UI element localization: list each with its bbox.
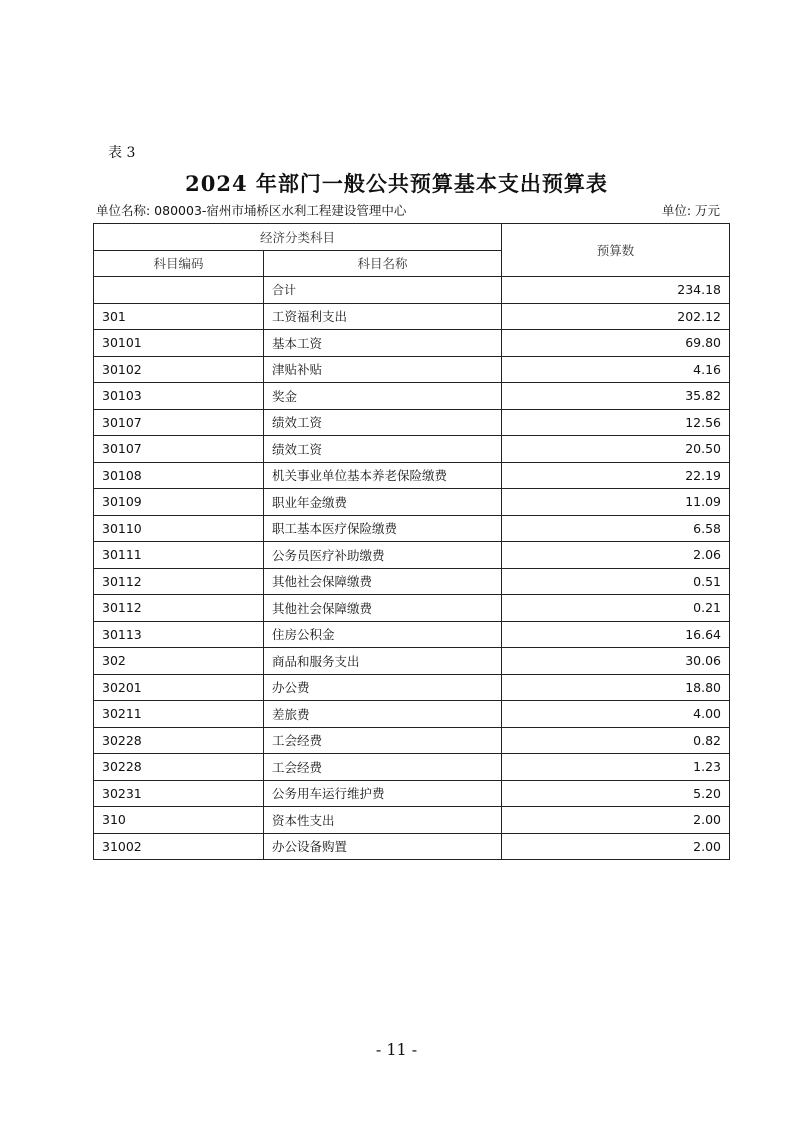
table-row bbox=[94, 674, 730, 701]
subject-code-cell: 30108 bbox=[94, 462, 264, 489]
budget-amount-cell: 12.56 bbox=[502, 409, 730, 436]
subject-code-cell: 30112 bbox=[94, 595, 264, 622]
subject-code-cell: 30107 bbox=[94, 436, 264, 463]
subject-name-cell: 工资福利支出 bbox=[264, 303, 502, 330]
subject-code-cell: 30228 bbox=[94, 727, 264, 754]
budget-amount-cell: 18.80 bbox=[502, 674, 730, 701]
budget-amount-cell: 20.50 bbox=[502, 436, 730, 463]
subject-code-cell: 30110 bbox=[94, 515, 264, 542]
subject-code-cell: 30109 bbox=[94, 489, 264, 516]
budget-amount-cell: 2.00 bbox=[502, 807, 730, 834]
table-row bbox=[94, 356, 730, 383]
subject-code-cell: 310 bbox=[94, 807, 264, 834]
budget-amount-cell: 4.00 bbox=[502, 701, 730, 728]
subject-code-cell: 30211 bbox=[94, 701, 264, 728]
table-row bbox=[94, 303, 730, 330]
table-header bbox=[94, 224, 730, 277]
budget-amount-cell: 4.16 bbox=[502, 356, 730, 383]
total-code bbox=[94, 277, 264, 304]
budget-amount-cell: 0.82 bbox=[502, 727, 730, 754]
subject-name-cell: 办公费 bbox=[264, 674, 502, 701]
subject-code-cell: 30112 bbox=[94, 568, 264, 595]
budget-amount-cell: 35.82 bbox=[502, 383, 730, 410]
budget-amount-cell: 202.12 bbox=[502, 303, 730, 330]
budget-amount-cell: 22.19 bbox=[502, 462, 730, 489]
table-row bbox=[94, 542, 730, 569]
table-row bbox=[94, 489, 730, 516]
table-row bbox=[94, 754, 730, 781]
table-row bbox=[94, 648, 730, 675]
table-row bbox=[94, 701, 730, 728]
subject-code-cell: 301 bbox=[94, 303, 264, 330]
subject-name-cell: 基本工资 bbox=[264, 330, 502, 357]
budget-amount-cell: 30.06 bbox=[502, 648, 730, 675]
budget-amount-cell: 0.51 bbox=[502, 568, 730, 595]
subject-name-cell: 其他社会保障缴费 bbox=[264, 568, 502, 595]
budget-amount-cell: 0.21 bbox=[502, 595, 730, 622]
table-row bbox=[94, 807, 730, 834]
budget-amount-cell: 5.20 bbox=[502, 780, 730, 807]
table-row bbox=[94, 621, 730, 648]
total-row bbox=[94, 277, 730, 304]
budget-amount-cell: 1.23 bbox=[502, 754, 730, 781]
organization-name: 单位名称: 080003-宿州市埇桥区水利工程建设管理中心 bbox=[96, 203, 407, 218]
page-title: 2024 年部门一般公共预算基本支出预算表 bbox=[185, 171, 608, 196]
table-row bbox=[94, 462, 730, 489]
subject-name-cell: 职业年金缴费 bbox=[264, 489, 502, 516]
subject-name-cell: 机关事业单位基本养老保险缴费 bbox=[264, 462, 502, 489]
header-budget-amount: 预算数 bbox=[502, 224, 730, 277]
table-row bbox=[94, 409, 730, 436]
subject-code-cell: 302 bbox=[94, 648, 264, 675]
subject-name-cell: 住房公积金 bbox=[264, 621, 502, 648]
table-label: 表 3 bbox=[108, 145, 136, 161]
subject-name-cell: 办公设备购置 bbox=[264, 833, 502, 860]
budget-amount-cell: 69.80 bbox=[502, 330, 730, 357]
table-row bbox=[94, 833, 730, 860]
subject-code-cell: 31002 bbox=[94, 833, 264, 860]
table-row bbox=[94, 515, 730, 542]
subject-name-cell: 其他社会保障缴费 bbox=[264, 595, 502, 622]
budget-table bbox=[93, 223, 730, 860]
header-subject-code: 科目编码 bbox=[94, 250, 264, 277]
subject-name-cell: 公务用车运行维护费 bbox=[264, 780, 502, 807]
budget-amount-cell: 16.64 bbox=[502, 621, 730, 648]
subject-name-cell: 绩效工资 bbox=[264, 409, 502, 436]
header-economic-classification: 经济分类科目 bbox=[94, 224, 502, 251]
subject-name-cell: 职工基本医疗保险缴费 bbox=[264, 515, 502, 542]
budget-amount-cell: 2.00 bbox=[502, 833, 730, 860]
subject-name-cell: 绩效工资 bbox=[264, 436, 502, 463]
subject-code-cell: 30231 bbox=[94, 780, 264, 807]
subject-code-cell: 30107 bbox=[94, 409, 264, 436]
unit-info-line bbox=[96, 201, 720, 219]
subject-name-cell: 工会经费 bbox=[264, 754, 502, 781]
subject-name-cell: 公务员医疗补助缴费 bbox=[264, 542, 502, 569]
subject-code-cell: 30201 bbox=[94, 674, 264, 701]
subject-name-cell: 商品和服务支出 bbox=[264, 648, 502, 675]
subject-code-cell: 30102 bbox=[94, 356, 264, 383]
header-subject-name: 科目名称 bbox=[264, 250, 502, 277]
subject-name-cell: 差旅费 bbox=[264, 701, 502, 728]
table-body bbox=[94, 277, 730, 860]
table-row bbox=[94, 780, 730, 807]
currency-unit: 单位: 万元 bbox=[661, 203, 720, 218]
table-row bbox=[94, 436, 730, 463]
subject-name-cell: 资本性支出 bbox=[264, 807, 502, 834]
subject-code-cell: 30101 bbox=[94, 330, 264, 357]
subject-name-cell: 工会经费 bbox=[264, 727, 502, 754]
subject-code-cell: 30103 bbox=[94, 383, 264, 410]
subject-name-cell: 奖金 bbox=[264, 383, 502, 410]
page-number: - 11 - bbox=[375, 1040, 418, 1059]
subject-code-cell: 30228 bbox=[94, 754, 264, 781]
budget-amount-cell: 6.58 bbox=[502, 515, 730, 542]
table-row bbox=[94, 568, 730, 595]
total-amount: 234.18 bbox=[502, 277, 730, 304]
total-label: 合计 bbox=[264, 277, 502, 304]
table-row bbox=[94, 330, 730, 357]
table-row bbox=[94, 595, 730, 622]
budget-amount-cell: 2.06 bbox=[502, 542, 730, 569]
subject-code-cell: 30111 bbox=[94, 542, 264, 569]
subject-name-cell: 津贴补贴 bbox=[264, 356, 502, 383]
budget-amount-cell: 11.09 bbox=[502, 489, 730, 516]
subject-code-cell: 30113 bbox=[94, 621, 264, 648]
table-row bbox=[94, 727, 730, 754]
table-row bbox=[94, 383, 730, 410]
